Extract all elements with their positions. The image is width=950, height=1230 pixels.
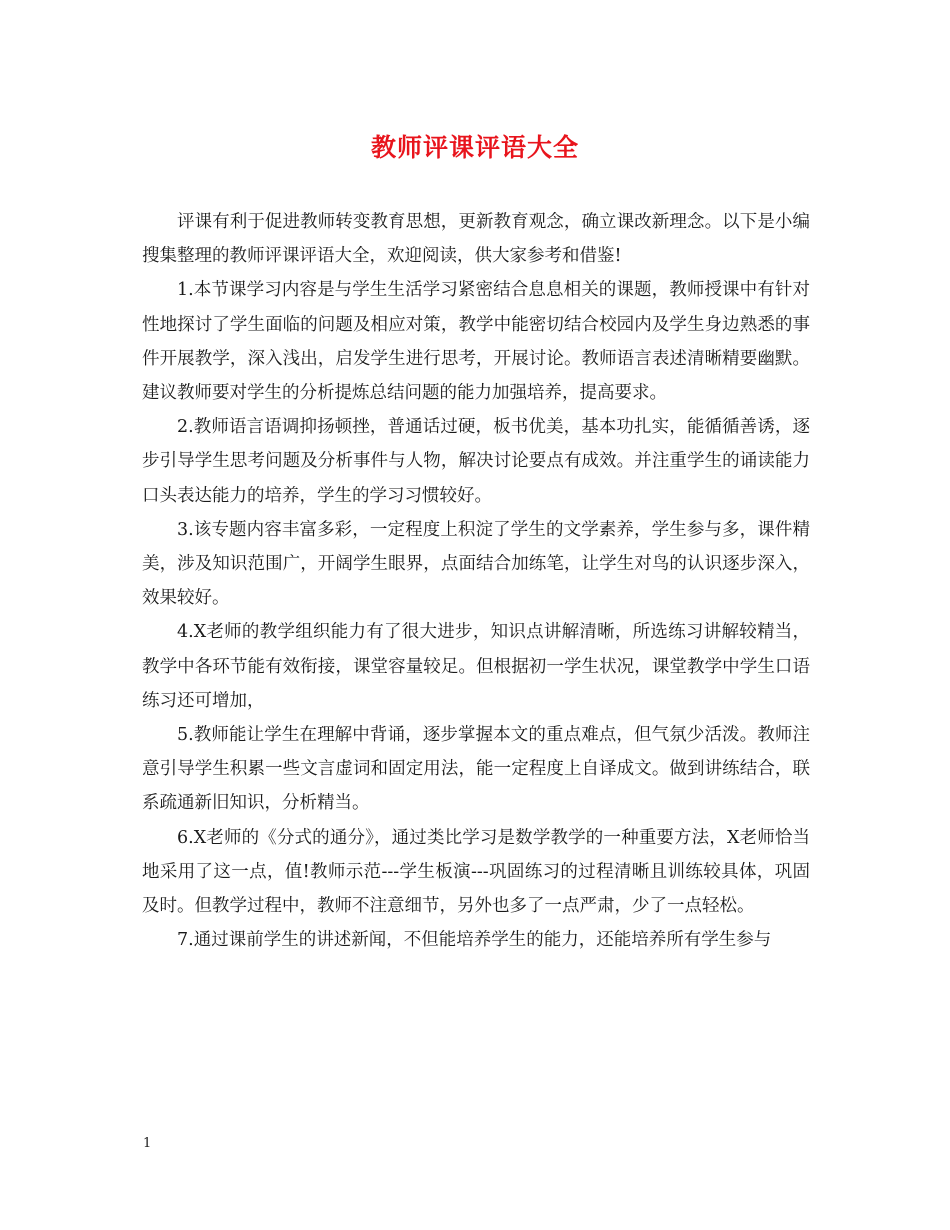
comment-paragraph-1: 1.本节课学习内容是与学生生活学习紧密结合息息相关的课题，教师授课中有针对性地探讨了学生面临的问题及相应对策，教学中能密切结合校园内及学生身边熟悉的事件开展教学，深入浅出，启发学生进行思考，开展讨论。教师语言表述清晰精要幽默。建议教师要对学生的分析提炼总结问题的能力加强培养，提高要求。 xyxy=(142,280,810,404)
comment-paragraph-6: 6.X老师的《分式的通分》，通过类比学习是数学教学的一种重要方法，X老师恰当地采用了这一点，值!教师示范---学生板演---巩固练习的过程清晰且训练较具体，巩固及时。但教学过程中，教师不注意细节，另外也多了一点严肃，少了一点轻松。 xyxy=(142,827,810,917)
comment-paragraph-7: 7.通过课前学生的讲述新闻，不但能培养学生的能力，还能培养所有学生参与 xyxy=(177,930,772,951)
comment-paragraph-4: 4.X老师的教学组织能力有了很大进步，知识点讲解清晰，所选练习讲解较精当，教学中各环节能有效衔接，课堂容量较足。但根据初一学生状况，课堂教学中学生口语练习还可增加， xyxy=(142,622,810,711)
comment-paragraph-5: 5.教师能让学生在理解中背诵，逐步掌握本文的重点难点，但气氛少活泼。教师注意引导学生积累一些文言虚词和固定用法，能一定程度上自译成文。做到讲练结合，联系疏通新旧知识，分析精当。 xyxy=(142,725,810,814)
document-body xyxy=(142,205,810,957)
comment-paragraph-3: 3.该专题内容丰富多彩，一定程度上积淀了学生的文学素养，学生参与多，课件精美，涉及知识范围广，开阔学生眼界，点面结合加练笔，让学生对鸟的认识逐步深入，效果较好。 xyxy=(142,519,810,609)
document-title: 教师评课评语大全 xyxy=(370,133,579,162)
comment-paragraph-2: 2.教师语言语调抑扬顿挫，普通话过硬，板书优美，基本功扎实，能循循善诱，逐步引导学生思考问题及分析事件与人物，解决讨论要点有成效。并注重学生的诵读能力口头表达能力的培养，学生的学习习惯较好。 xyxy=(142,417,810,506)
intro-paragraph: 评课有利于促进教师转变教育思想，更新教育观念，确立课改新理念。以下是小编搜集整理的教师评课评语大全，欢迎阅读，供大家参考和借鉴! xyxy=(142,212,810,267)
page-number: 1 xyxy=(143,1136,152,1151)
